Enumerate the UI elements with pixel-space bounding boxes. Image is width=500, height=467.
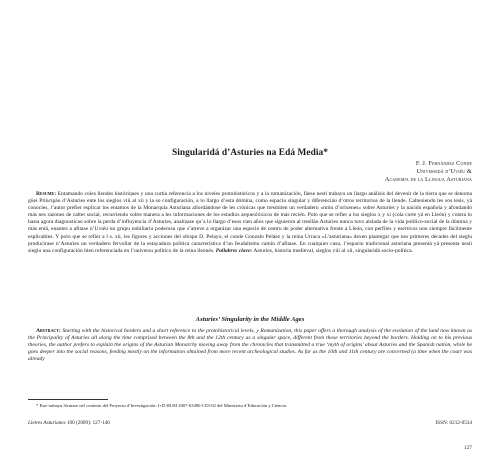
author-affiliation-university: Universidá d’Uviéu & (416, 168, 472, 176)
article-title: Singularidá d’Asturies na Edá Media* (172, 148, 328, 158)
author-affiliation-academy: Academia de la Llingua Asturiana (384, 176, 472, 184)
author-name: F. J. Fernández Conde (415, 160, 472, 167)
resume-label: Resume: (36, 191, 57, 197)
issn: ISSN: 0212-0534 (435, 420, 472, 426)
footnote-rule (28, 399, 108, 400)
page-number: 127 (463, 445, 472, 451)
abstract-text: Starting with the historical borders and a short reference to the protohistorical levels, y Romanization, this paper offers a thorough analysis of the evolution of the land now known as the Principality of Asturies all along the time comprised between the 8th and the 12th century as a singular space, different from those territories beyond the borders. Holding on to his previous theories, the author prefers to explain the origins of the Asturian Monarchy moving away from the chronicles that transmitted a true ‘myth of origins’ about Asturies and the Spanish nation, while he goes deeper into the social reasons, feeding mostly on the information obtained from more recent archeological studies. As far as the 10th and 11th century are concerned (a time when the court was already (28, 328, 472, 363)
author-block (232, 160, 472, 185)
footnote: * Este trabayu fórmase nel contestu del Proyectu d’Investigación: I+D HUM 2007-63496-C03-02 del Ministeriu d’Educación y Ciencia. (36, 403, 287, 408)
journal-citation (28, 420, 110, 426)
resume-paragraph (28, 191, 472, 255)
abstract-paragraph (28, 328, 472, 363)
abstract-label: Abstract: (36, 328, 61, 334)
journal-details: 100 (2009): 127-140 (66, 420, 110, 426)
journal-name: Lletres Asturianes (28, 420, 66, 426)
english-title: Asturies’ Singularity in the Middle Ages (195, 316, 305, 323)
resume-text: Entamando coles llendes históriques y una curtia referencia a los niveles protohistóricos y a la romanización, fáese nesti trabayu un llargu análisis del devenir de la tierra que se denoma güei Principáu d’Asturies ente los sieglos viii al xii y la so configuración, a lo llargo d’esta dómina, como espaciu singular y diferenciáu d’otros territorios de la llende. Calteniendo les sos tesis, yá conocíes, l’autor prefier esplicar los entamos de la Monarquía Asturiana allordándose de les crónicas que tresmiten un verdaderu «mitu d’orixenes» sobre Asturies y la nación española y afondando más nes razones de calter social, recurriendo sobre manera a les informaciones de los estudios arqueolóxicos de más recién. Polo que se refier a los sieglos x y xi (cola corte yá en Lleón) y contra lo hasta agora diagnosticao sobre la perda d’influyencia d’Asturies, analízase qu’a lo llargo d’esos cien años que siguieron al treslláu Asturies nunca tuvo aislada de la vida político-social de la dómina y más entá, enantes a afitase n’Uviéu un grupu nobiliariu poderosu que s’atreve a organizar una especie de centru de poder alternativu frente a Lleón, con perfiles y esertivos non siempre fácilmente esplicables. Y polo que se refier a l s. xii, les figures y acciones del obispu D. Pelayo, el conde Gonzalo Peláez y la reina Urraca «L’asturiana» dexen plantegar que nes primeres décades del sieglu producirase n’Asturies un verdaderu fervollar de la estayadura política característica d’un feudalismu camín d’afitase. En cualquier casu, l’espaciu tradicional asturiana presentá yá presenta nesti sieglu una configuración bien referenciada en l’universu político de la reina lleonés. (28, 191, 472, 254)
keywords-label: Pallabres clave: (215, 247, 253, 254)
keywords-text: Asturies, historia medieval, sieglos viii al xii, singularidá socio-política. (253, 247, 413, 254)
